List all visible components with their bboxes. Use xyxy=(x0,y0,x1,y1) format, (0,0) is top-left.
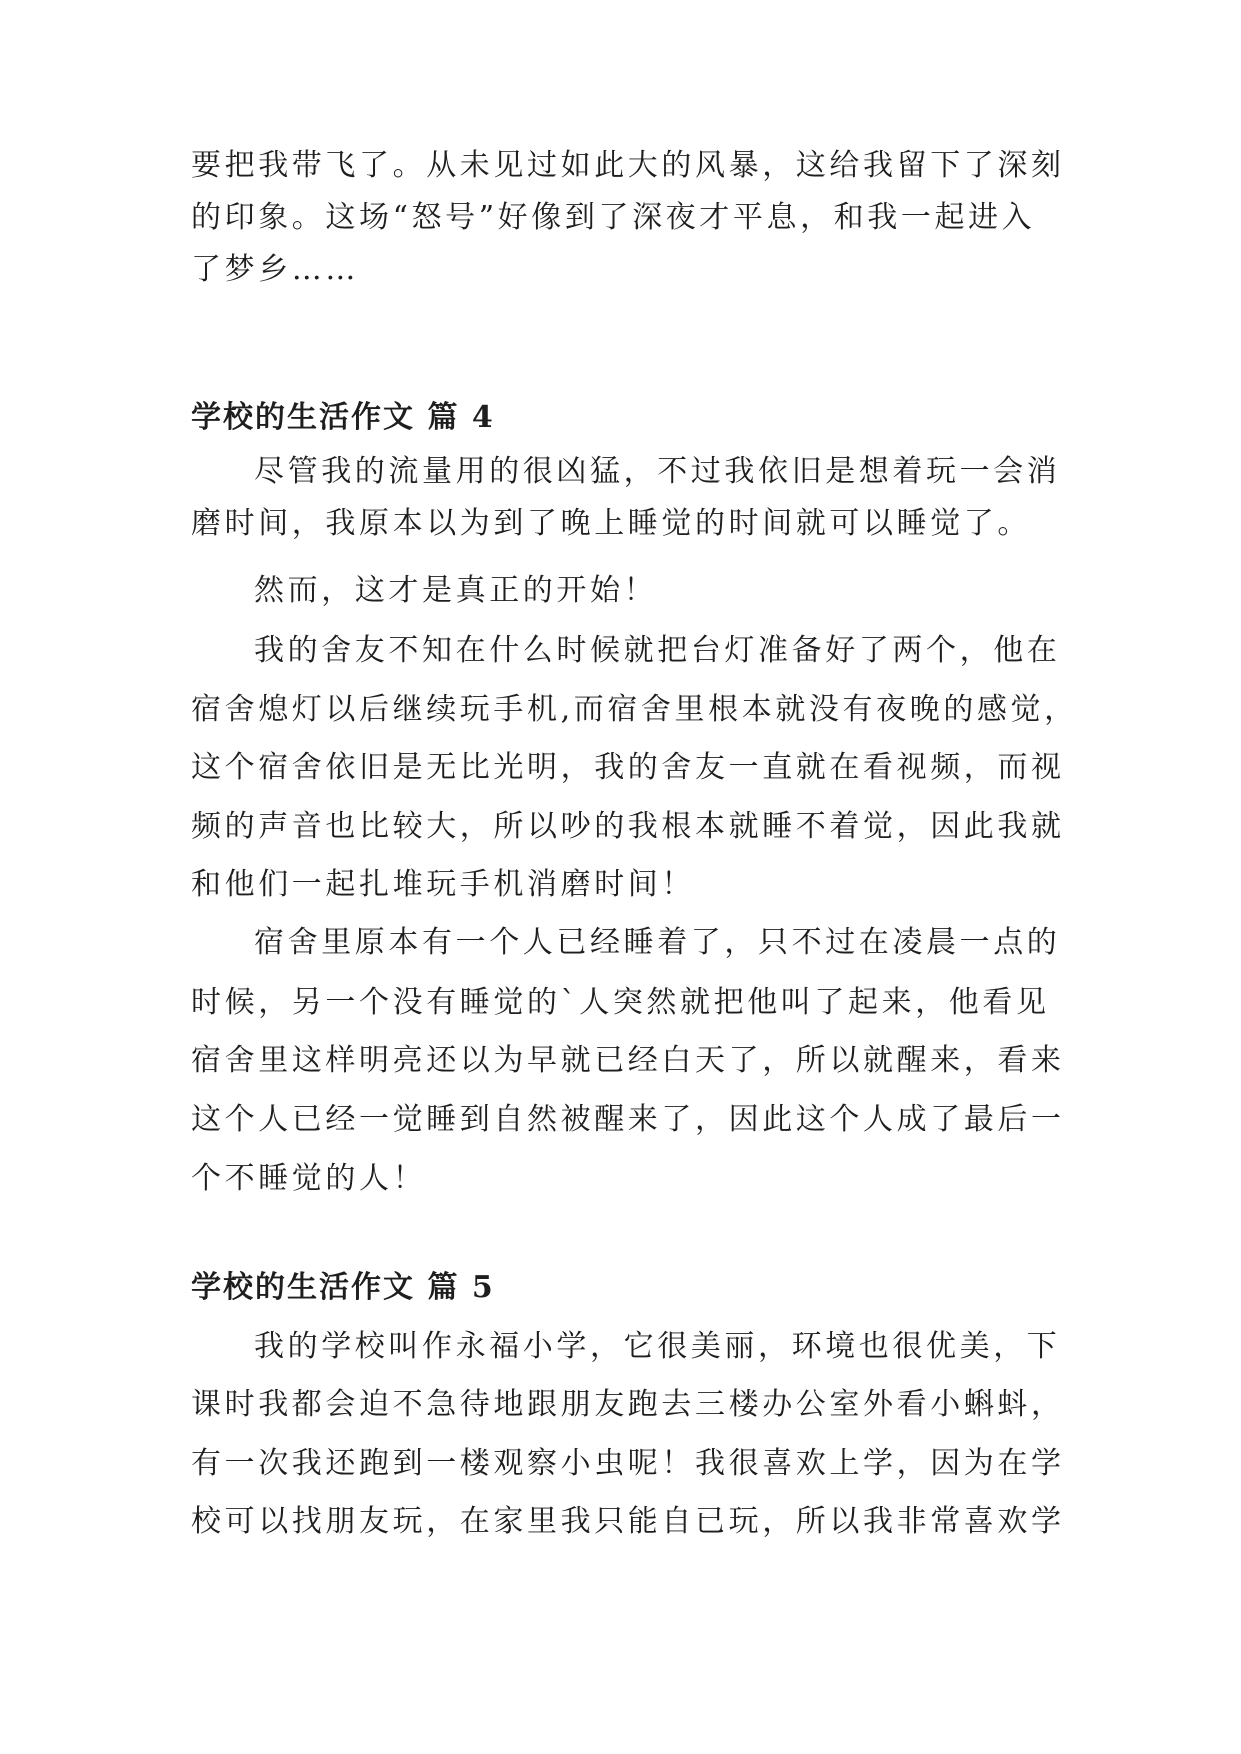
text-line: 时候，另一个没有睡觉的`人突然就把他叫了起来，他看见 xyxy=(191,985,1050,1020)
text-line: 宿舍里这样明亮还以为早就已经白天了，所以就醒来，看来 xyxy=(191,1043,1065,1078)
text-line: 校可以找朋友玩，在家里我只能自已玩，所以我非常喜欢学 xyxy=(191,1504,1065,1539)
text-line: 个不睡觉的人！ xyxy=(191,1161,427,1196)
text-line: 这个宿舍依旧是无比光明，我的舍友一直就在看视频，而视 xyxy=(191,750,1065,785)
text-line: 磨时间，我原本以为到了晚上睡觉的时间就可以睡觉了。 xyxy=(191,506,1031,541)
text-line: 尽管我的流量用的很凶猛，不过我依旧是想着玩一会消 xyxy=(254,454,1061,489)
text-line: 我的舍友不知在什么时候就把台灯准备好了两个，他在 xyxy=(254,633,1061,668)
text-line: 课时我都会迫不急待地跟朋友跑去三楼办公室外看小蝌蚪， xyxy=(191,1387,1065,1422)
text-line: 宿舍里原本有一个人已经睡着了，只不过在凌晨一点的 xyxy=(254,925,1061,960)
text-line: 和他们一起扎堆玩手机消磨时间！ xyxy=(191,867,695,902)
text-line: 的印象。这场“怒号”好像到了深夜才平息，和我一起进入 xyxy=(191,200,1036,235)
text-line: 宿舍熄灯以后继续玩手机,而宿舍里根本就没有夜晚的感觉， xyxy=(191,692,1078,727)
text-line: 了梦乡…… xyxy=(191,252,359,287)
text-line: 我的学校叫作永福小学，它很美丽，环境也很优美，下 xyxy=(254,1329,1061,1364)
text-line: 频的声音也比较大，所以吵的我根本就睡不着觉，因此我就 xyxy=(191,809,1065,844)
text-line: 有一次我还跑到一楼观察小虫呢！我很喜欢上学，因为在学 xyxy=(191,1446,1065,1481)
text-line: 这个人已经一觉睡到自然被醒来了，因此这个人成了最后一 xyxy=(191,1102,1065,1137)
section-heading: 学校的生活作文 篇 5 xyxy=(191,1270,495,1305)
text-line: 要把我带飞了。从未见过如此大的风暴，这给我留下了深刻 xyxy=(191,148,1065,183)
section-heading: 学校的生活作文 篇 4 xyxy=(191,400,495,435)
text-line: 然而，这才是真正的开始！ xyxy=(254,573,658,608)
